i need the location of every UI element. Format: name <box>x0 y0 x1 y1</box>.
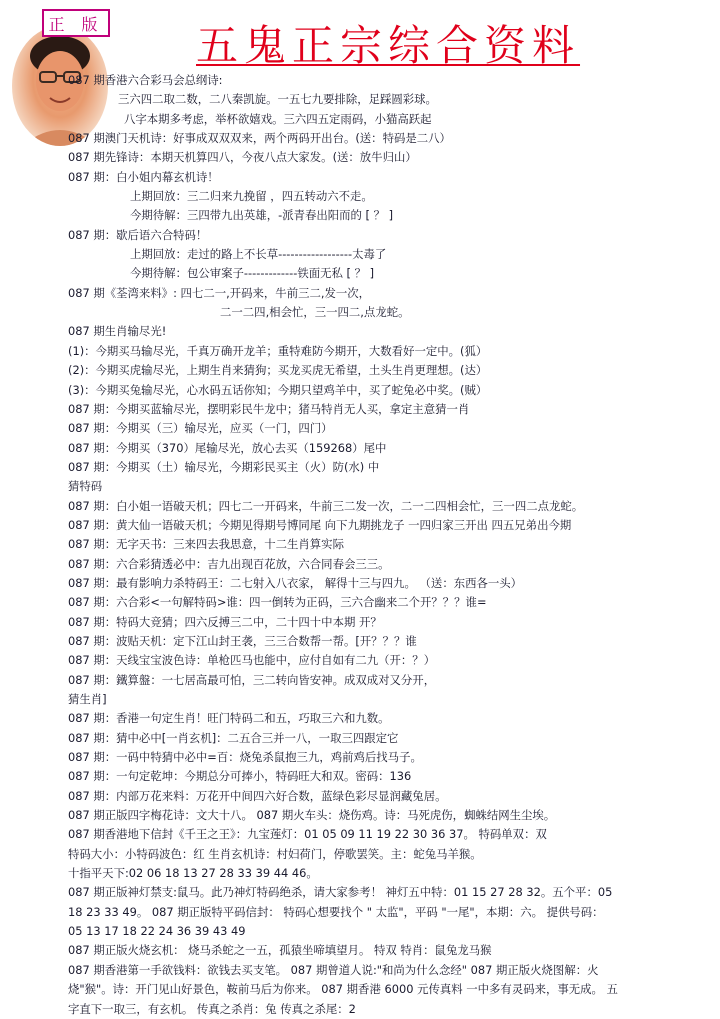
text-line: 特码大小：小特码波色：红 生肖玄机诗：村妇荷门，停歌罢笑。主：蛇兔马羊猴。 <box>68 846 482 861</box>
text-line: 087 期：今期买（土）输尽光，今期彩民买主（火）防(水) 中 <box>68 459 380 474</box>
text-line: 087 期：内部万花来料：万花开中间四六好合数，蓝绿色彩尽显润藏兔居。 <box>68 788 447 803</box>
text-line: 087 期：白小姐内幕玄机诗！ <box>68 169 219 184</box>
text-line: 087 期正版神灯禁支:鼠马。此乃神灯特码绝杀，请大家参考！ 神灯五中特：01 15 27 28 32。五个平：05 <box>68 885 613 900</box>
text-line: 087 期：黄大仙一语破天机；今期见得期号博同尾 向下九期挑龙子 一四归家三开出 四五兄弟出今期 <box>68 517 572 532</box>
text-line: (3)：今期买兔输尽光，心水码五话你知；今期只望鸡羊中，买了蛇兔必中奖。(贼） <box>68 382 488 397</box>
section-heading: 猜生肖] <box>68 692 107 706</box>
text-line: 今期待解：三四带九出英雄，-派青春出阳而的 [ ？ ] <box>130 208 394 223</box>
text-line: 087 期生肖输尽光! <box>68 324 167 339</box>
text-line: 上期回放：三二归来九挽留 ，四五转动六不走。 <box>130 189 373 204</box>
text-line: 087 期：波贴天机：定下江山封王袭，三三合数帮一帮。[开？？？谁 <box>68 633 417 648</box>
text-line: 087 期香港地下信封《千王之王》：九宝莲灯：01 05 09 11 19 22 30 36 37。 特码单双：双 <box>68 827 547 842</box>
article-body <box>68 71 708 1019</box>
text-line: (1)：今期买马输尽光，千真万确开龙羊；重特难防今期开，大数看好一定中。(狐） <box>68 343 488 358</box>
text-line: 18 23 33 49。 087 期正版特平码信封： 特码心想要找个 " 太监"，平码 "一尾"，本期：六。 提供号码： <box>68 904 604 919</box>
text-line: 087 期：一码中特猜中必中=百：烧兔杀鼠抱三九，鸡前鸡后找马子。 <box>68 750 422 765</box>
text-line: 上期回放：走过的路上不长草------------------太毒了 <box>130 247 387 262</box>
text-line: 十指平天下:02 06 18 13 27 28 33 39 44 46。 <box>68 866 318 881</box>
text-line: 087 期香港第一手欲钱料：欲钱去买支笔。 087 期曾道人说:"和尚为什么念经" 087 期正版火烧图解：火 <box>68 962 599 977</box>
text-line: 字直下一取三，有玄机。 传真之杀肖：兔 传真之杀尾：2 <box>68 1001 356 1016</box>
text-line: 087 期正版火烧玄机： 烧马杀蛇之一五，孤猿坐啼填望月。 特双 特肖：鼠兔龙马猴 <box>68 943 492 958</box>
text-line: 087 期：香港一句定生肖！旺门特码二和五，巧取三六和九数。 <box>68 711 390 726</box>
text-line: (2)：今期买虎输尽光，上期生肖来猜狗；买龙买虎无希望，土头生肖更理想。(达） <box>68 363 488 378</box>
text-line: 三六四二取二数，二八秦凯旋。一五七九要排除，足踩圆彩球。 <box>118 92 437 107</box>
text-line: 087 期：一句定乾坤：今期总分可捧小，特码旺大和双。密码：136 <box>68 769 412 784</box>
text-line: 087 期：白小姐一语破天机；四七二一开码来，牛前三二发一次，二一二四相会忙，三一四二点龙蛇。 <box>68 498 584 513</box>
edition-badge: 正 版 <box>42 9 110 37</box>
text-line: 二一二四,相会忙，三一四二,点龙蛇。 <box>220 305 410 320</box>
text-line: 087 期：最有影响力杀特码王：二七射入八衣家， 解得十三与四九。 （送：东西各一头） <box>68 575 523 590</box>
text-line: 087 期：今期买（370）尾输尽光，放心去买（159268）尾中 <box>68 440 387 455</box>
text-line: 087 期：六合彩<一句解特码>谁：四一倒转为正码，三六合幽来二个开？？？谁= <box>68 595 487 610</box>
text-line: 087 期正版四字梅花诗：文大十八。 087 期火车头：烧伤鸡。诗：马死虎伤，蜘蛛结网生尘埃。 <box>68 808 556 823</box>
page-title: 五鬼正宗综合资料 <box>196 21 581 70</box>
text-line: 087 期香港六合彩马会总纲诗: <box>68 73 223 87</box>
text-line: 087 期：六合彩猜透必中：吉九出现百花放，六合同春会三三。 <box>68 556 390 571</box>
text-line: 087 期：今期买（三）输尽光，应买（一门，四门） <box>68 421 333 436</box>
text-line: 087 期：天线宝宝波色诗：单枪匹马也能中，应付自如有二九（开：？） <box>68 653 436 668</box>
text-line: 今期待解：包公审案子-------------铁面无私 [ ？ ] <box>130 266 375 281</box>
text-line: 05 13 17 18 22 24 36 39 43 49 <box>68 924 246 939</box>
text-line: 087 期先锋诗：本期天机算四八，今夜八点大家发。(送：放牛归山） <box>68 150 417 165</box>
text-line: 087 期澳门天机诗：好事成双双双来，两个两码开出台。(送：特码是二八） <box>68 131 451 146</box>
text-line: 087 期《荃湾来料》: 四七二一,开码来，牛前三二,发一次， <box>68 285 371 300</box>
text-line: 087 期：猜中必中[一肖玄机]：二五合三并一八，一取三四跟定它 <box>68 730 399 745</box>
text-line: 087 期：歇后语六合特码！ <box>68 227 208 242</box>
text-line: 087 期：鐵算盤：一七居高最可怕，三二转向皆安神。成双成对又分开， <box>68 672 436 687</box>
text-line: 087 期：特码大竞猜；四六反搏三二中，二十四十中本期 开？ <box>68 614 382 629</box>
text-line: 烧"猴"。诗：开门见山好景色，鞍前马后为你来。 087 期香港 6000 元传真料 一中多有灵码来，事无成。 五 <box>68 982 618 997</box>
text-line: 087 期：今期买蓝输尽光，摆明彩民牛龙中；猪马特肖无人买，拿定主意猜一肖 <box>68 401 470 416</box>
section-heading: 猜特码 <box>68 479 103 494</box>
text-line: 087 期：无字天书：三来四去我思意，十二生肖算实际 <box>68 537 344 552</box>
text-line: 八字本期多考虑，举杯欲嬉戏。三六四五定雨码，小猫高跃起 <box>124 111 432 126</box>
